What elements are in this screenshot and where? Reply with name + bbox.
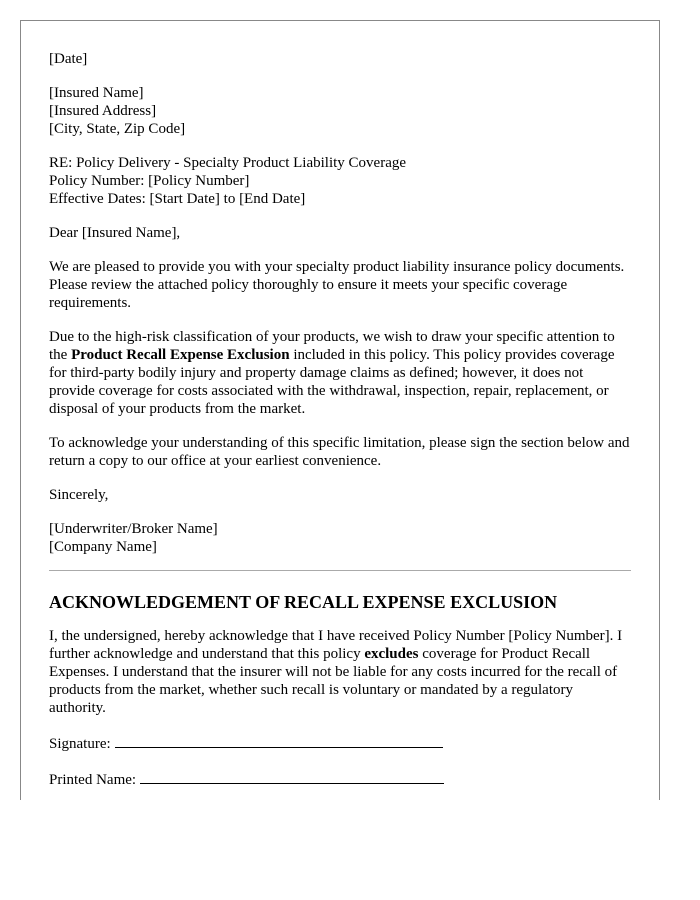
reference-block [49, 154, 631, 208]
acknowledgement-body-text [49, 627, 631, 717]
policy-number-line: Policy Number: [Policy Number] [49, 173, 250, 189]
insured-name: [Insured Name] [49, 85, 144, 101]
printed-name-field [49, 769, 631, 789]
salutation-text: Dear [Insured Name], [49, 225, 181, 241]
signature-line[interactable] [115, 733, 443, 748]
signature-label: Signature: [49, 736, 111, 752]
exclusion-name-bold: Product Recall Expense Exclusion [71, 347, 290, 363]
printed-name-line[interactable] [140, 769, 444, 784]
date: [Date] [49, 51, 88, 67]
company-name: [Company Name] [49, 539, 157, 555]
signature-block [49, 520, 631, 556]
closing [49, 486, 631, 504]
letter-page [20, 20, 660, 800]
paragraph-intro [49, 258, 631, 312]
date-line [49, 50, 631, 68]
paragraph-request [49, 434, 631, 470]
acknowledgement-body [49, 627, 631, 717]
acknowledgement-body-after: coverage for Product Recall Expenses. I understand that the insurer will not be liable for any costs incurred for the recall of products from the market, whether such recall is voluntary or mandated by a regulatory authority. [49, 646, 618, 716]
effective-dates-line: Effective Dates: [Start Date] to [End Date] [49, 191, 306, 207]
paragraph-exclusion [49, 328, 631, 418]
section-divider [49, 570, 631, 571]
re-line: RE: Policy Delivery - Specialty Product Liability Coverage [49, 155, 407, 171]
city-state-zip: [City, State, Zip Code] [49, 121, 186, 137]
paragraph-exclusion-after: included in this policy. This policy provides coverage for third-party bodily injury and property damage claims as defined; however, it does not provide coverage for costs associated with the withdrawal, inspection, repair, replacement, or disposal of your products from the market. [49, 347, 615, 417]
signer-name: [Underwriter/Broker Name] [49, 521, 218, 537]
signature-field [49, 733, 631, 753]
acknowledgement-body-before: I, the undersigned, hereby acknowledge that I have received Policy Number [Policy Number]. I further acknowledge and understand that this policy [49, 628, 623, 662]
salutation [49, 224, 631, 242]
paragraph-exclusion-text [49, 328, 631, 418]
acknowledgement-title: ACKNOWLEDGEMENT OF RECALL EXPENSE EXCLUSION [49, 592, 558, 612]
recipient-address [49, 84, 631, 138]
paragraph-request-text: To acknowledge your understanding of this specific limitation, please sign the section below and return a copy to our office at your earliest convenience. [49, 435, 630, 469]
closing-text: Sincerely, [49, 487, 109, 503]
insured-address: [Insured Address] [49, 103, 157, 119]
printed-name-label: Printed Name: [49, 772, 137, 788]
paragraph-exclusion-before: Due to the high-risk classification of your products, we wish to draw your specific attention to the [49, 329, 615, 363]
excludes-bold: excludes [364, 646, 419, 662]
paragraph-intro-text: We are pleased to provide you with your specialty product liability insurance policy documents. Please review the attached policy thoroughly to ensure it meets your specific coverage requirements. [49, 259, 625, 311]
